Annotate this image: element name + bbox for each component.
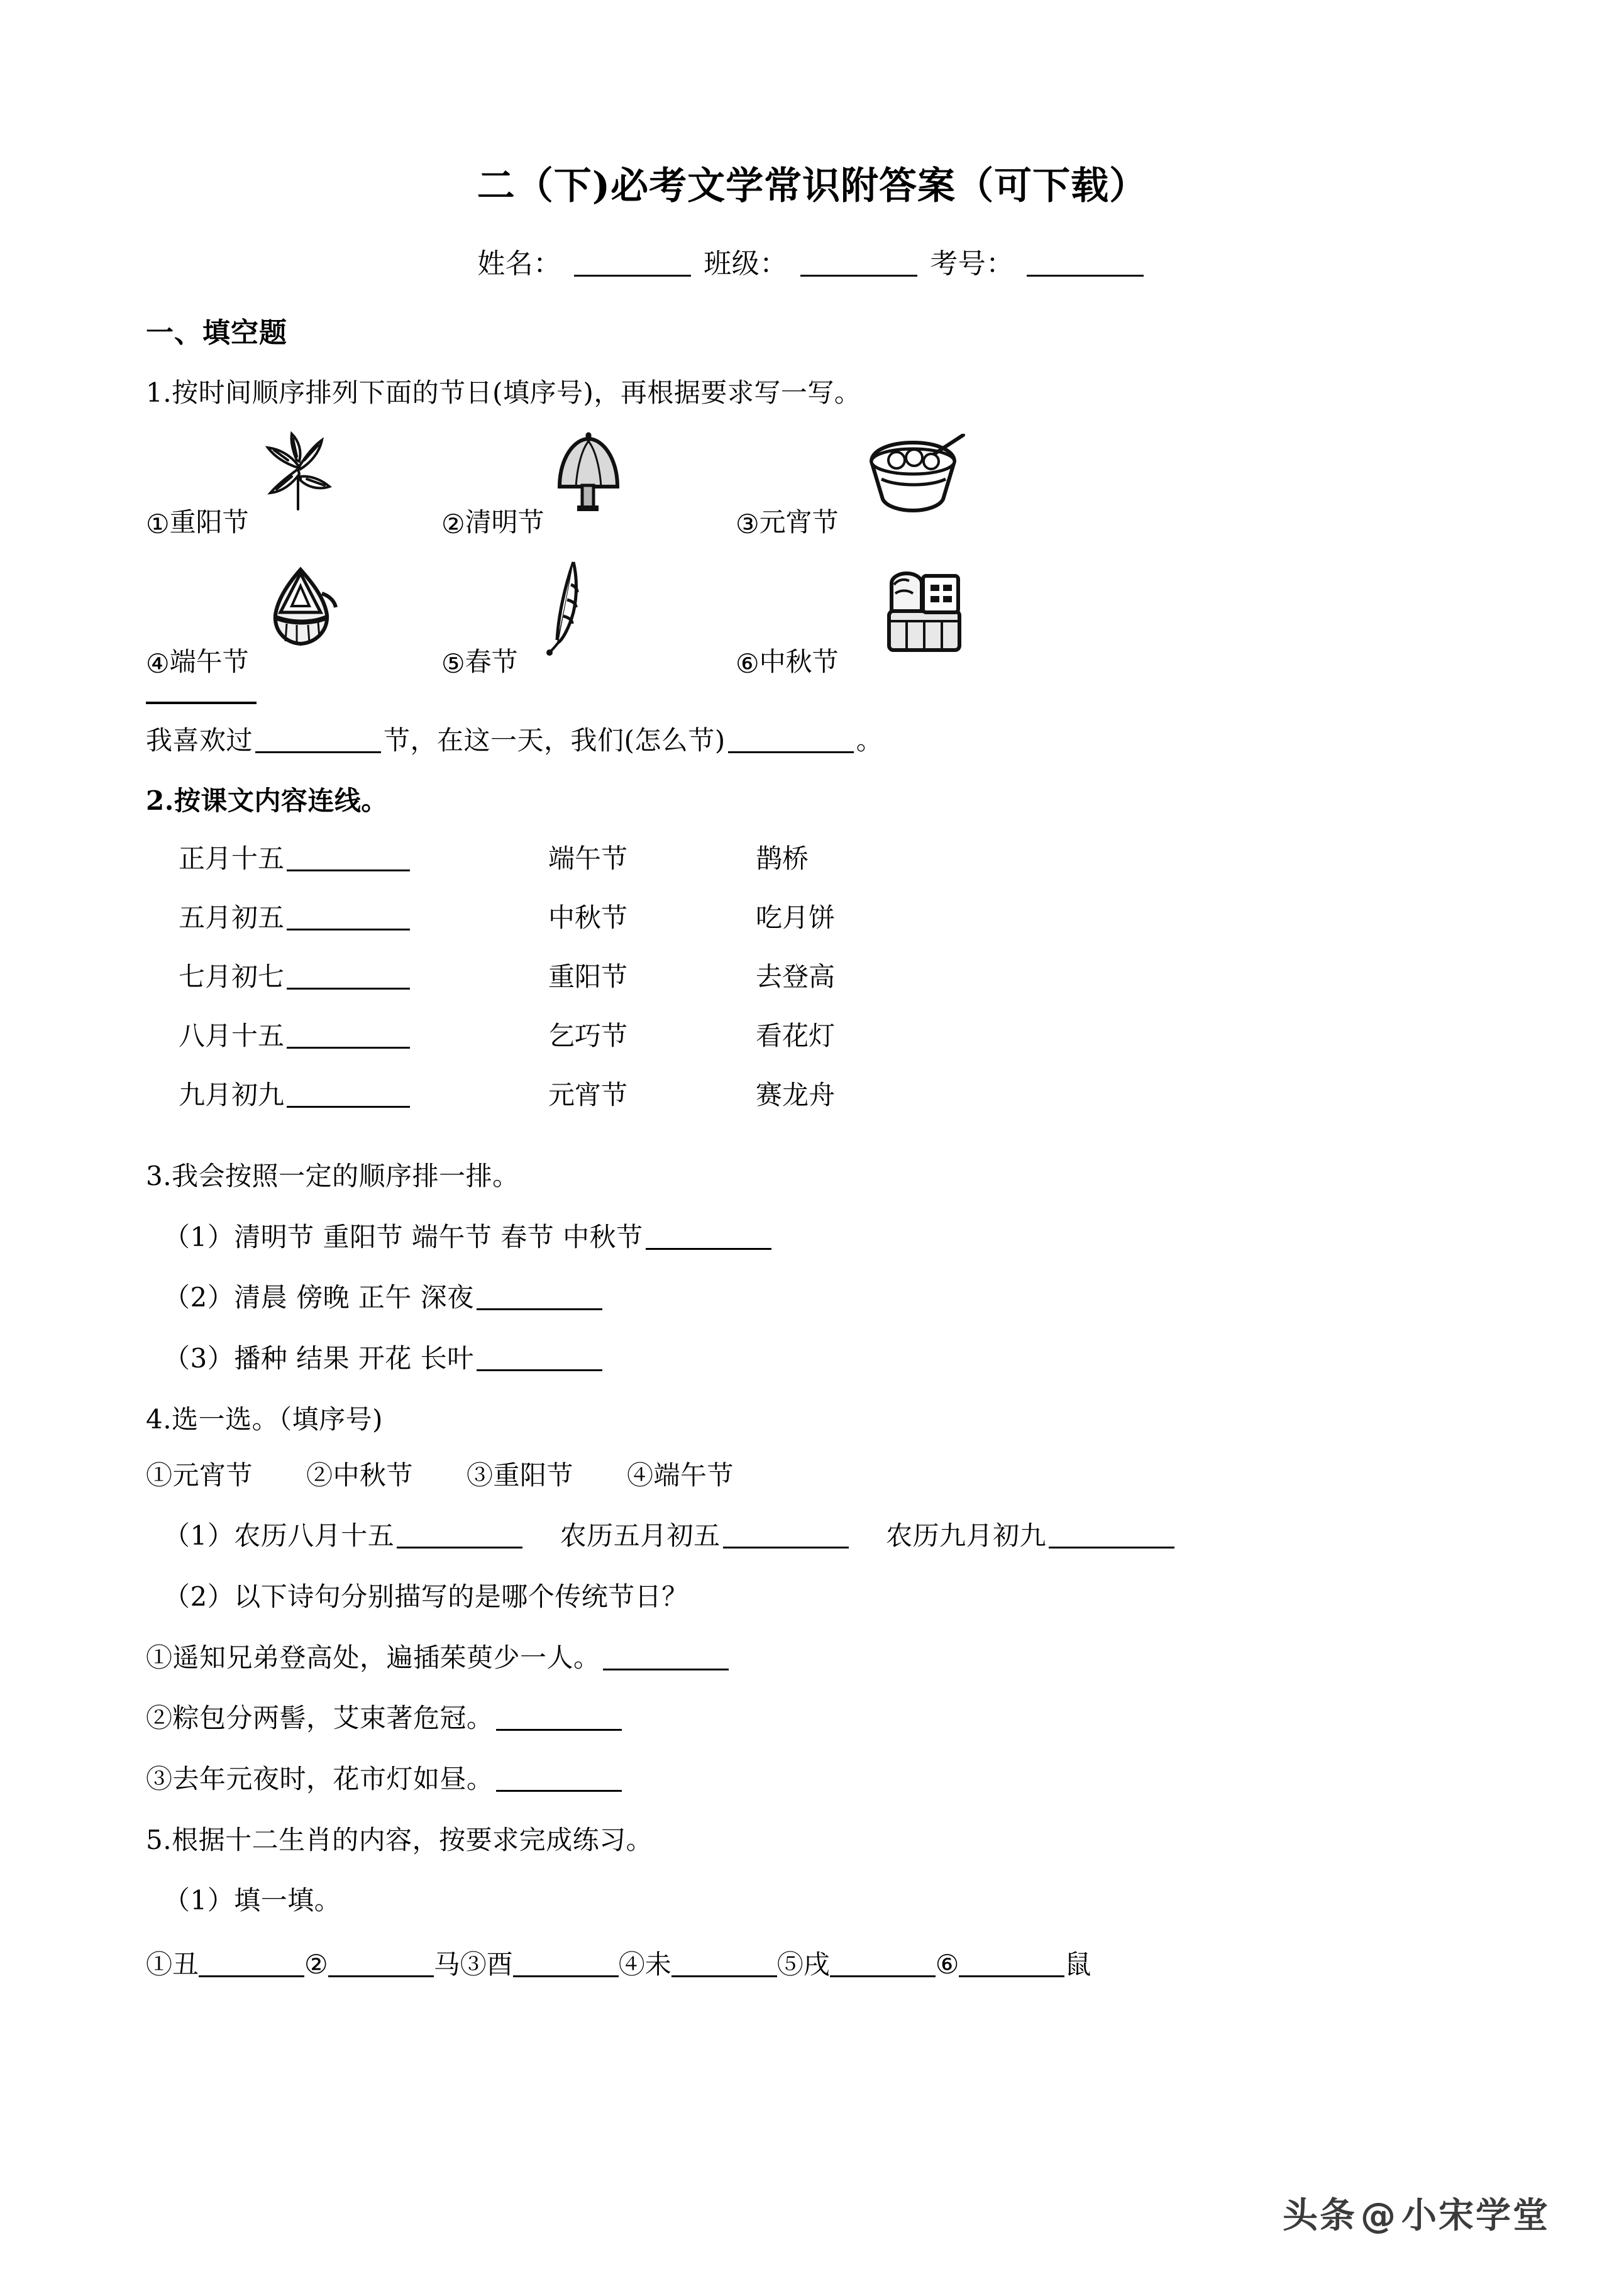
matching-row-3 (146, 956, 1479, 1015)
zodiac-after-6: 鼠 (1064, 1949, 1091, 1980)
matching-blank-1[interactable] (287, 869, 410, 871)
question-1-sentence (146, 723, 1479, 759)
matching-blank-3[interactable] (287, 988, 410, 990)
matching-table (146, 838, 1479, 1134)
matching-date-3: 七月初七 (179, 956, 412, 994)
matching-blank-2[interactable] (287, 929, 410, 930)
festival-row-bottom (146, 565, 1479, 679)
name-input-blank[interactable] (574, 275, 691, 277)
festival-item-1 (146, 502, 249, 539)
festival-label-5-number: ⑤ (441, 648, 465, 679)
festival-label-3: 元宵节 (759, 506, 839, 538)
question-4-poem-line-2 (146, 1701, 1479, 1736)
festival-item-5 (441, 641, 518, 679)
class-label: 班级： (704, 248, 788, 280)
question-4-poem-line-3 (146, 1762, 1479, 1797)
zodiac-blank-3[interactable] (513, 1975, 619, 1977)
exam-number-label: 考号： (930, 248, 1014, 280)
festival-row-top (146, 425, 1479, 539)
watermark-account: 小宋学堂 (1401, 2195, 1550, 2236)
matching-custom-1[interactable]: 鹊桥 (756, 843, 809, 875)
question-1-activity-blank[interactable] (728, 751, 854, 753)
question-3-item-2 (146, 1280, 1479, 1316)
matching-row-4 (146, 1015, 1479, 1074)
question-4-options: ①元宵节 ②中秋节 ③重阳节 ④端午节 (146, 1459, 734, 1491)
zodiac-number-1: ① (146, 1949, 173, 1980)
zodiac-number-3: ③ (460, 1949, 487, 1980)
question-5-sub-1-number: （1） (163, 1885, 235, 1916)
festival-label-4: 端午节 (169, 646, 249, 677)
watermark-platform: 头条 (1283, 2195, 1357, 2236)
question-3-item-1 (146, 1220, 1479, 1256)
zodiac-number-6: ⑥ (935, 1949, 959, 1980)
question-4-sub-1 (146, 1518, 1479, 1554)
question-4-sub-2-text: 以下诗句分别描写的是哪个传统节日？ (234, 1581, 688, 1612)
question-1-sentence-part-b: 节，在这一天，我们(怎么节) (384, 724, 726, 756)
matching-date-4: 八月十五 (179, 1015, 412, 1053)
festival-label-3-number: ③ (736, 508, 760, 539)
festival-label-2-number: ② (441, 508, 465, 539)
zodiac-blank-4[interactable] (671, 1975, 777, 1977)
matching-custom-3[interactable]: 去登高 (756, 961, 836, 993)
mooncake-icon (879, 566, 967, 658)
question-3-item-1-text: 清明节 重阳节 端午节 春节 中秋节 (234, 1221, 643, 1252)
question-4-stem: 4.选一选。（填序号) (146, 1403, 383, 1435)
matching-custom-2[interactable]: 吃月饼 (756, 902, 836, 934)
matching-custom-5[interactable]: 赛龙舟 (756, 1079, 836, 1111)
festival-item-6 (736, 641, 839, 679)
zodiac-blank-5[interactable] (830, 1975, 936, 1977)
matching-festival-5[interactable]: 元宵节 (548, 1079, 628, 1111)
watermark (1283, 2188, 1550, 2238)
question-3-item-3-number: （3） (163, 1343, 235, 1374)
tomb-umbrella-icon (548, 431, 629, 512)
festival-label-6: 中秋节 (759, 646, 839, 677)
zodiac-before-4: 未 (644, 1949, 671, 1980)
matching-festival-2[interactable]: 中秋节 (548, 902, 628, 934)
festival-label-6-number: ⑥ (736, 648, 760, 679)
festival-label-2: 清明节 (465, 506, 544, 538)
question-5-stem: 5.根据十二生肖的内容，按要求完成练习。 (146, 1824, 653, 1855)
matching-row-1 (146, 838, 1479, 897)
exam-number-input-blank[interactable] (1027, 275, 1144, 277)
zodiac-blank-6[interactable] (959, 1975, 1064, 1977)
matching-blank-4[interactable] (287, 1047, 410, 1049)
chrysanthemum-icon (251, 430, 345, 512)
zodiac-number-4: ④ (618, 1949, 645, 1980)
festival-item-2 (441, 502, 544, 539)
question-3-blank-1[interactable] (646, 1248, 771, 1250)
firecracker-icon (533, 558, 602, 656)
question-4-sub-2 (146, 1579, 1479, 1615)
class-input-blank[interactable] (800, 275, 917, 277)
question-4-poem-blank-1[interactable] (603, 1669, 729, 1670)
question-4-sub-1-blank-3[interactable] (1049, 1547, 1174, 1548)
zodiac-before-1: 丑 (172, 1949, 199, 1980)
question-4-sub-1-blank-2[interactable] (723, 1547, 849, 1548)
festival-label-5: 春节 (465, 646, 518, 677)
matching-row-5 (146, 1074, 1479, 1134)
matching-blank-5[interactable] (287, 1106, 410, 1108)
zodiac-number-2: ② (304, 1949, 328, 1980)
question-1-sentence-part-c: 。 (856, 724, 883, 756)
question-4-sub-1-blank-1[interactable] (397, 1547, 522, 1548)
festival-label-1: 重阳节 (169, 506, 249, 538)
question-3-item-2-number: （2） (163, 1282, 235, 1313)
question-1-order-answer-blank[interactable] (146, 702, 257, 704)
question-4-poem-line-1 (146, 1640, 1479, 1676)
question-4-poem-line-3-text: ③去年元夜时，花市灯如昼。 (146, 1763, 494, 1794)
name-label: 姓名： (477, 248, 561, 280)
zodiac-after-2: 马 (433, 1949, 460, 1980)
identity-line (146, 241, 1479, 281)
question-4-poem-line-1-text: ①遥知兄弟登高处，遍插茱萸少一人。 (146, 1642, 600, 1673)
zodiac-number-5: ⑤ (776, 1949, 804, 1980)
matching-date-5: 九月初九 (179, 1074, 412, 1112)
question-4-sub-1-part-1: 农历八月十五 (234, 1520, 395, 1552)
watermark-at-symbol: @ (1361, 2195, 1398, 2236)
zodiac-before-3: 酉 (486, 1949, 513, 1980)
question-5-sub-1 (146, 1883, 1479, 1919)
question-3-item-2-text: 清晨 傍晚 正午 深夜 (234, 1282, 474, 1313)
matching-date-2: 五月初五 (179, 897, 412, 935)
zongzi-icon (264, 565, 340, 651)
question-1-sentence-part-a: 我喜欢过 (146, 724, 253, 756)
question-3-item-3-text: 播种 结果 开花 长叶 (234, 1343, 474, 1374)
question-1-festival-blank[interactable] (255, 751, 381, 753)
question-3-item-1-number: （1） (163, 1221, 235, 1252)
question-4-poem-line-2-text: ②粽包分两髻，艾束著危冠。 (146, 1703, 494, 1734)
festival-label-1-number: ① (146, 508, 170, 539)
festival-item-4 (146, 641, 249, 679)
question-4-sub-1-part-3: 农历九月初九 (886, 1520, 1047, 1552)
question-3-stem: 3.我会按照一定的顺序排一排。 (146, 1161, 519, 1192)
tangyuan-bowl-icon (860, 434, 967, 514)
question-4-sub-1-number: （1） (163, 1520, 235, 1552)
festival-label-4-number: ④ (146, 648, 170, 679)
question-3-item-3 (146, 1341, 1479, 1377)
matching-custom-4[interactable]: 看花灯 (756, 1020, 836, 1052)
matching-festival-3[interactable]: 重阳节 (548, 961, 628, 993)
question-4-sub-1-part-2: 农历五月初五 (560, 1520, 721, 1552)
question-4-poem-blank-2[interactable] (496, 1729, 622, 1731)
zodiac-fill-line (146, 1944, 1479, 1982)
section-heading-fill-in-blanks: 一、填空题 (146, 317, 287, 349)
page-title: 二（下)必考文学常识附答案（可下载） (477, 164, 1148, 208)
zodiac-blank-1[interactable] (199, 1975, 304, 1977)
matching-festival-4[interactable]: 乞巧节 (548, 1020, 628, 1052)
question-5-sub-1-text: 填一填。 (234, 1885, 341, 1916)
matching-row-2 (146, 897, 1479, 956)
zodiac-before-5: 戌 (803, 1949, 830, 1980)
question-3-blank-3[interactable] (477, 1369, 602, 1371)
page-content (146, 0, 1479, 1982)
matching-festival-1[interactable]: 端午节 (548, 843, 628, 875)
question-1-stem: 1.按时间顺序排列下面的节日(填序号)，再根据要求写一写。 (146, 377, 861, 408)
question-3-blank-2[interactable] (477, 1308, 602, 1310)
question-4-poem-blank-3[interactable] (496, 1790, 622, 1792)
festival-item-3 (736, 502, 839, 539)
question-4-sub-2-number: （2） (163, 1581, 235, 1612)
zodiac-blank-2[interactable] (328, 1975, 434, 1977)
matching-date-1: 正月十五 (179, 838, 412, 876)
question-2-stem: 2.按课文内容连线。 (146, 785, 388, 817)
